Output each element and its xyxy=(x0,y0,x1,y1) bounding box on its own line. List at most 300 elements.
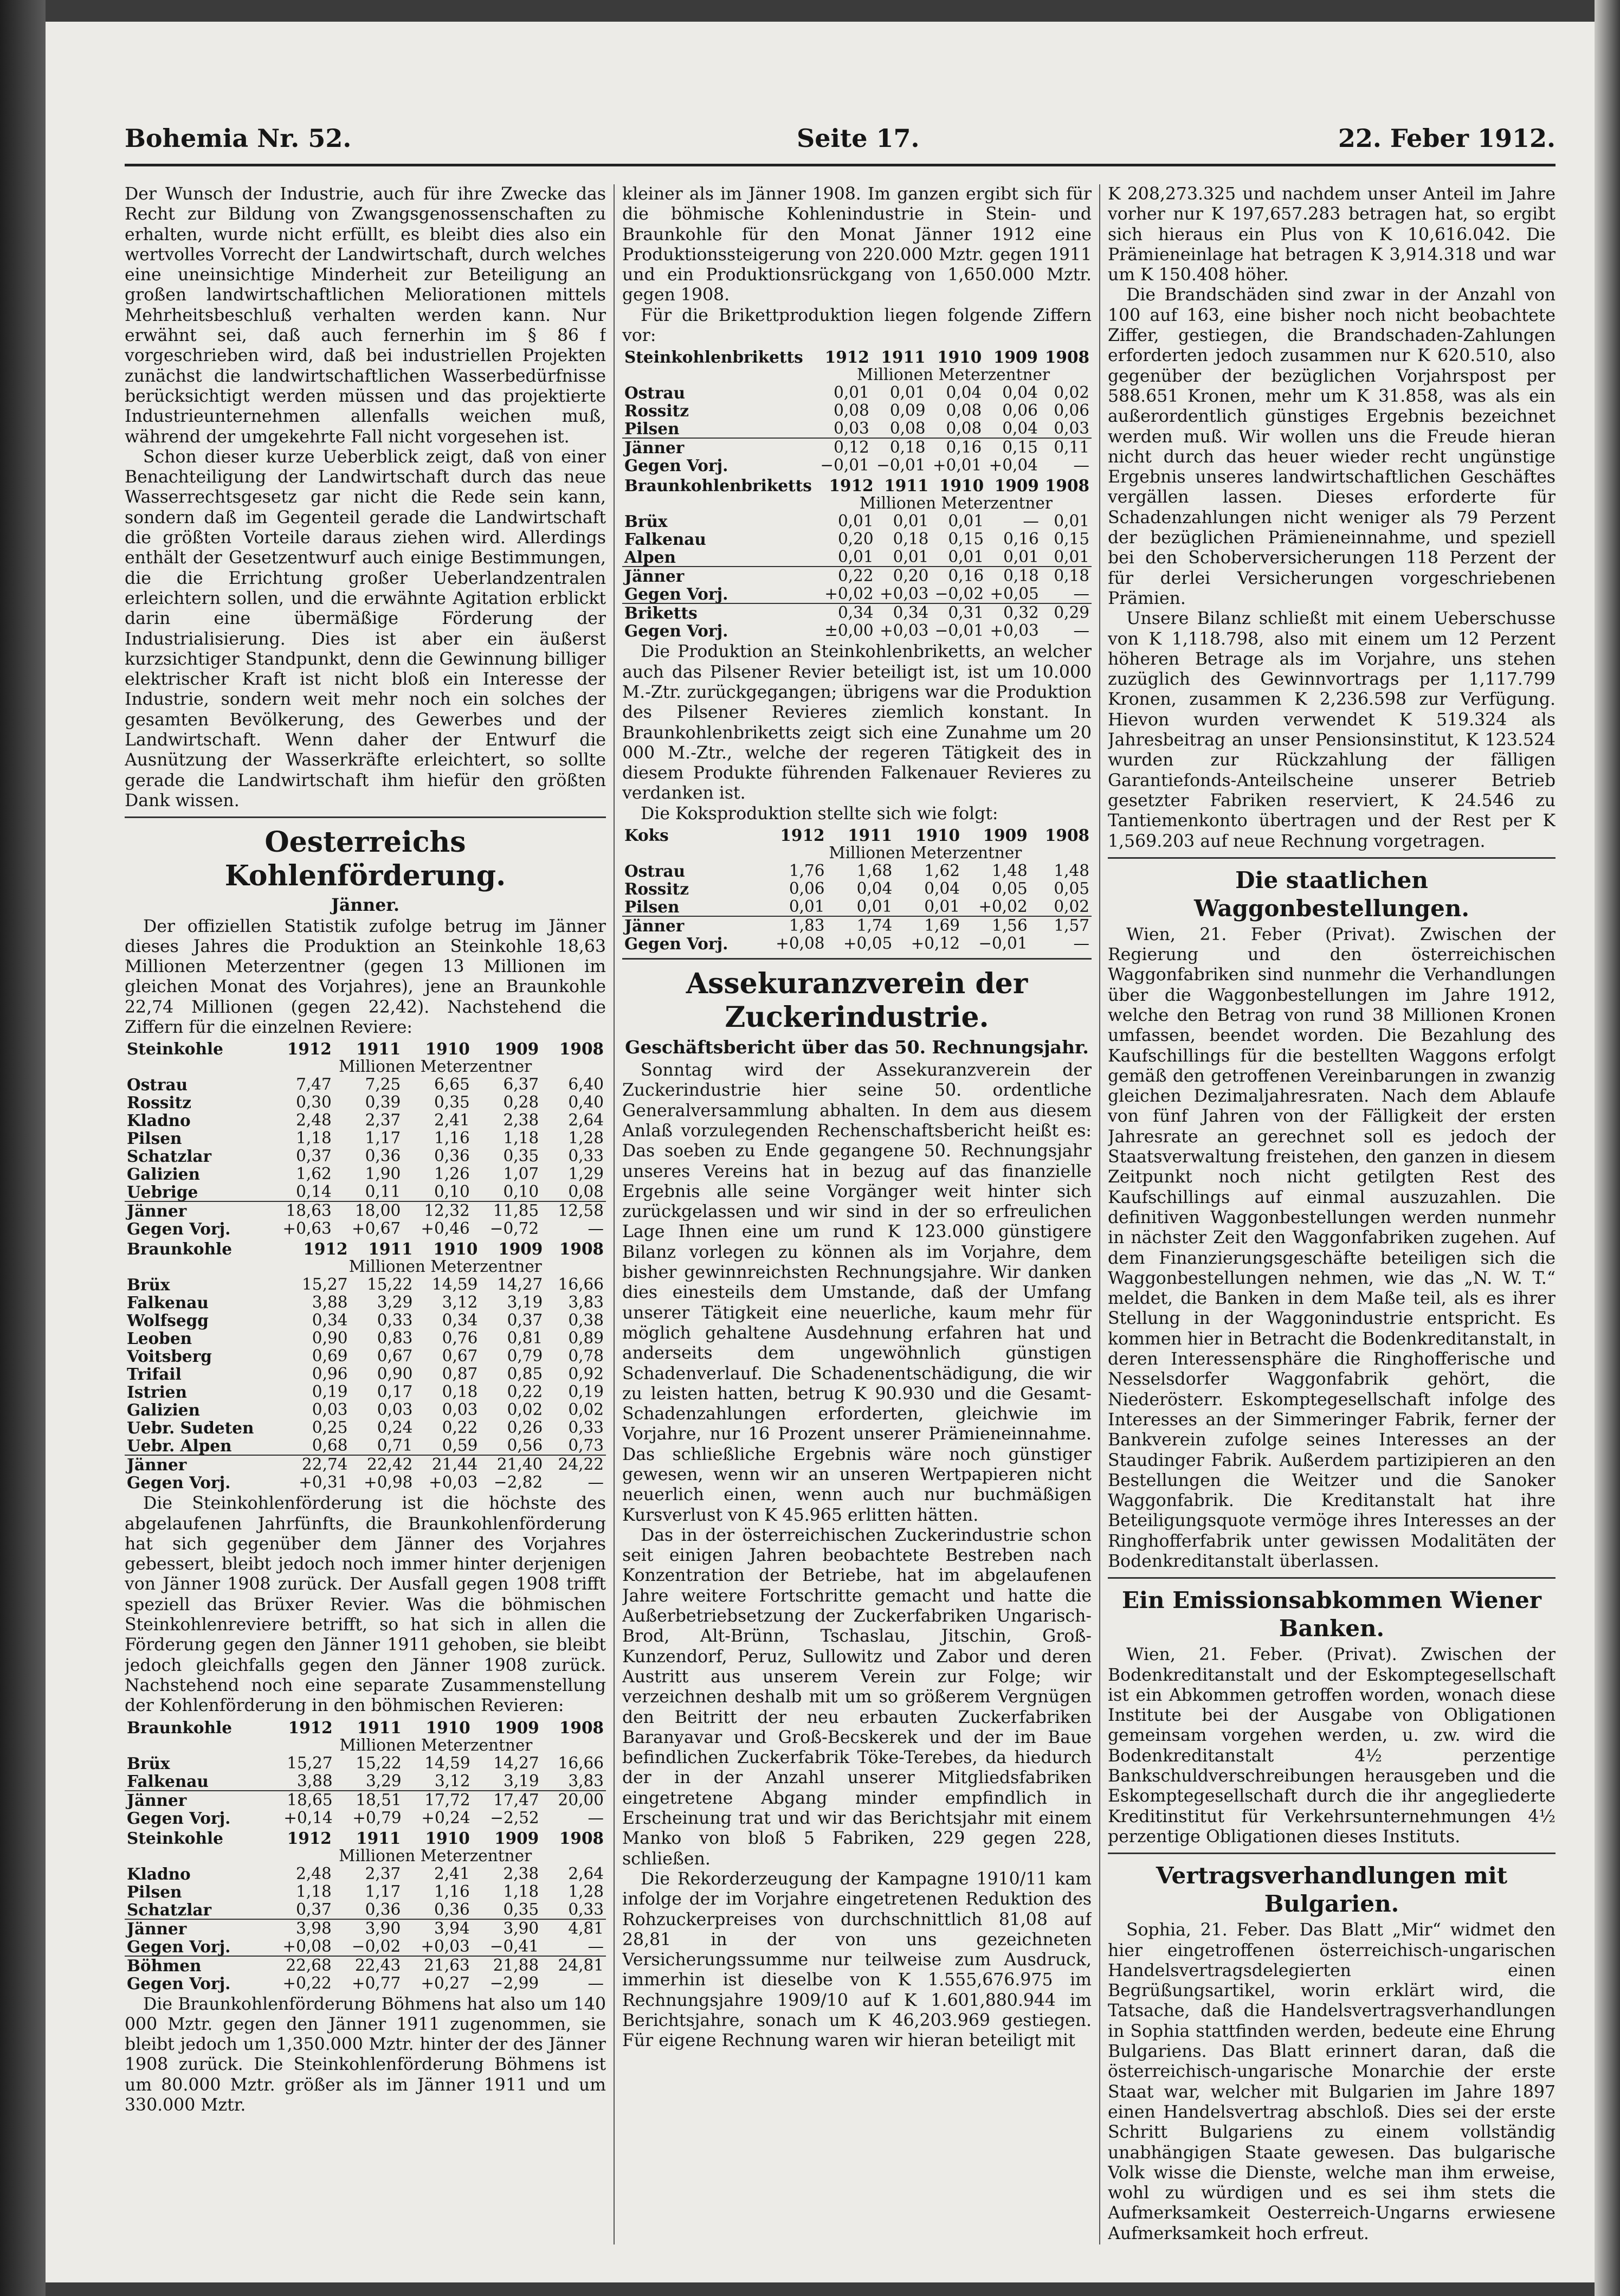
cell-value: — xyxy=(1073,456,1089,475)
cell-value: 0,39 xyxy=(365,1093,401,1112)
cell-value: 14,27 xyxy=(493,1753,539,1772)
unit-row xyxy=(125,1847,606,1865)
cell-value: 22,42 xyxy=(366,1455,413,1474)
cell-value: 1909 xyxy=(494,1718,539,1737)
cell-value: 0,02 xyxy=(568,1400,604,1419)
row-label: Ostrau xyxy=(127,1075,188,1095)
cell-value: 0,76 xyxy=(442,1329,478,1348)
table-row xyxy=(125,1865,606,1883)
table-row xyxy=(622,880,1092,898)
row-label: Ostrau xyxy=(624,861,686,881)
row-label: Briketts xyxy=(622,603,821,622)
cell-value: 0,36 xyxy=(365,1147,401,1166)
table-row xyxy=(622,384,1092,402)
row-label: Jänner xyxy=(127,1790,187,1810)
article-title: Die staatlichen Waggonbestellungen. xyxy=(1193,866,1470,922)
table-row xyxy=(125,1772,606,1791)
sum-row xyxy=(622,567,1092,585)
cell-value: +0,14 xyxy=(283,1808,333,1827)
cell-value: +0,24 xyxy=(421,1808,470,1827)
cell-value: +0,08 xyxy=(776,934,825,953)
cell-value: 1,29 xyxy=(568,1165,604,1184)
unit-label: Millionen Meterzentner xyxy=(859,494,1053,513)
cell-value: 0,03 xyxy=(442,1400,478,1419)
row-label: Gegen Vorj. xyxy=(127,1473,231,1493)
cell-value: 2,64 xyxy=(568,1864,604,1883)
cell-value: 1911 xyxy=(368,1239,413,1259)
row-label: Pilsen xyxy=(622,420,815,438)
cell-value: 1909 xyxy=(498,1239,543,1259)
header-publication: Bohemia Nr. 52. xyxy=(125,124,352,153)
row-label: Trifail xyxy=(127,1365,182,1384)
diff-row xyxy=(622,585,1092,603)
cell-value: 17,72 xyxy=(424,1790,470,1809)
cell-value: −0,02 xyxy=(934,584,984,603)
cell-value: 1912 xyxy=(824,348,869,367)
cell-value: 1,17 xyxy=(365,1129,401,1148)
cell-value: 3,29 xyxy=(377,1293,413,1312)
cell-value: 0,35 xyxy=(503,1147,539,1166)
cell-value: 1,18 xyxy=(503,1882,539,1901)
cell-value: 11,85 xyxy=(493,1201,539,1220)
cell-value: 0,32 xyxy=(986,603,1041,622)
data-table xyxy=(125,1040,606,1238)
table-header-row xyxy=(622,477,1092,494)
cell-value: 1,28 xyxy=(568,1129,604,1148)
row-label: Istrien xyxy=(127,1382,187,1402)
unit-label: Millionen Meterzentner xyxy=(348,1257,542,1276)
cell-value: 24,81 xyxy=(541,1956,606,1975)
row-label: Gegen Vorj. xyxy=(624,456,728,475)
cell-value: 0,17 xyxy=(377,1382,413,1401)
cell-value: 0,37 xyxy=(296,1147,332,1166)
cell-value: 0,10 xyxy=(403,1183,472,1201)
cell-value: +0,03 xyxy=(421,1937,470,1956)
cell-value: 17,47 xyxy=(493,1790,539,1809)
data-table xyxy=(125,1240,606,1491)
cell-value: 0,71 xyxy=(350,1437,415,1455)
table-row xyxy=(125,1883,606,1901)
row-label: Brüx xyxy=(624,512,668,531)
cell-value: +0,46 xyxy=(421,1219,470,1238)
unit-label: Millionen Meterzentner xyxy=(339,1735,533,1754)
table-row xyxy=(125,1311,606,1329)
row-label: Gegen Vorj. xyxy=(127,1973,231,1993)
row-label: Gegen Vorj. xyxy=(127,1808,231,1828)
unit-row xyxy=(622,494,1092,512)
cell-value: 0,33 xyxy=(568,1418,604,1437)
row-label: Brüx xyxy=(127,1753,170,1773)
cell-value: 2,38 xyxy=(503,1864,539,1883)
cell-value: 0,37 xyxy=(507,1311,543,1330)
table-row xyxy=(125,1276,606,1294)
unit-row xyxy=(622,844,1092,862)
cell-value: 6,65 xyxy=(434,1075,470,1094)
data-table xyxy=(622,477,1092,640)
header-date: 22. Feber 1912. xyxy=(1338,124,1556,153)
paragraph: kleiner als im Jänner 1908. Im ganzen ergibt sich für die böhmische Kohlenindustrie in Stein- und Braunkohle für den Monat Jänner 1912 eine Produktionssteigerung von 220.000 Mztr. gegen 1911 und ein Produktionsrückgang von 1,650.000 Mztr. gegen 1908. xyxy=(622,184,1092,305)
cell-value: −0,01 xyxy=(820,456,869,475)
cell-value: 0,33 xyxy=(568,1147,604,1166)
table-row xyxy=(622,862,1092,880)
cell-value: +0,77 xyxy=(351,1973,401,1992)
cell-value: 0,92 xyxy=(568,1365,604,1384)
row-label: Steinkohle xyxy=(127,1828,223,1848)
row-label: Alpen xyxy=(622,548,821,567)
cell-value: ±0,00 xyxy=(824,621,874,640)
cell-value: 0,28 xyxy=(503,1093,539,1112)
paragraph: Die Produktion an Steinkohlenbriketts, an welcher auch das Pilsener Revier beteiligt ist, ist um 10.000 M.-Ztr. zurückgegangen; übrigens war die Produktion des Pilsener Revieres ziemlich konstant. In Braunkohlenbriketts zeigt sich eine Zunahme um 20 000 M.-Ztr., welche der regeren Tätigkeit des in diesem Produkte führenden Falkenauer Revieres zu verdanken ist. xyxy=(622,642,1092,803)
cell-value: 2,48 xyxy=(296,1111,332,1130)
cell-value: 2,41 xyxy=(434,1864,470,1883)
row-label: Jänner xyxy=(624,438,685,458)
cell-value: 0,02 xyxy=(1030,898,1092,916)
diff-row xyxy=(622,935,1092,953)
cell-value: 24,22 xyxy=(558,1455,604,1474)
cell-value: 1912 xyxy=(287,1039,332,1059)
cell-value: 0,33 xyxy=(541,1901,606,1919)
cell-value: 3,19 xyxy=(507,1293,543,1312)
sum-row xyxy=(125,1791,606,1809)
cell-value: 0,06 xyxy=(789,879,825,898)
table-row xyxy=(622,420,1092,438)
cell-value: 0,16 xyxy=(948,567,984,586)
cell-value: +0,27 xyxy=(421,1973,470,1992)
cell-value: +0,03 xyxy=(879,621,929,640)
page-header xyxy=(125,124,1556,156)
table-header-row xyxy=(125,1240,606,1258)
table-row xyxy=(125,1437,606,1455)
cell-value: 1909 xyxy=(993,348,1038,367)
row-label: Uebr. Sudeten xyxy=(127,1418,254,1438)
cell-value: 20,00 xyxy=(558,1790,604,1809)
cell-value: 0,04 xyxy=(856,879,893,898)
row-label: Ostrau xyxy=(624,383,686,403)
cell-value: 1910 xyxy=(425,1039,470,1059)
cell-value: 1,07 xyxy=(503,1165,539,1184)
cell-value: 0,35 xyxy=(472,1901,541,1919)
cell-value: 0,03 xyxy=(815,420,872,438)
cell-value: 0,83 xyxy=(377,1329,413,1348)
cell-value: 2,37 xyxy=(365,1864,401,1883)
cell-value: 3,12 xyxy=(442,1293,478,1312)
cell-value: 0,12 xyxy=(834,438,869,457)
binding-gutter xyxy=(0,0,46,2296)
cell-value: 3,90 xyxy=(503,1919,539,1938)
sum-row xyxy=(622,438,1092,456)
cell-value: 1910 xyxy=(939,476,984,496)
cell-value: 16,66 xyxy=(558,1753,604,1772)
paragraph: Für die Brikettproduktion liegen folgende Ziffern vor: xyxy=(622,305,1092,346)
cell-value: −0,72 xyxy=(489,1219,539,1238)
row-label: Falkenau xyxy=(127,1293,209,1313)
cell-value: — xyxy=(588,1937,604,1956)
paragraph: Die Steinkohlenförderung ist die höchste des abgelaufenen Jahrfünfts, die Braunkohlenförderung hat sich gegenüber dem Jänner des Vorjahres gebessert, bleibt jedoch noch immer hinter derjenigen von Jänner 1908 zurück. Der Ausfall gegen 1908 trifft speziell das Brüxer Revier. Was die böhmischen Steinkohlenreviere betrifft, so hat sich in allen die Förderung gegen den Jänner 1911 gehoben, sie bleibt jedoch gleichfalls gegen den Jänner 1908 zurück. Nachstehend noch eine separate Zusammenstellung der Kohlenförderung in den böhmischen Revieren: xyxy=(125,1494,606,1716)
sum-row xyxy=(622,916,1092,935)
row-label: Koks xyxy=(624,826,669,845)
cell-value: 3,98 xyxy=(296,1919,332,1938)
cell-value: 0,08 xyxy=(872,420,928,438)
row-label: Braunkohle xyxy=(127,1718,233,1737)
cell-value: 0,33 xyxy=(377,1311,413,1330)
row-label: Jänner xyxy=(127,1919,187,1938)
table-row xyxy=(622,530,1092,548)
cell-value: — xyxy=(1073,584,1089,603)
cell-value: 1911 xyxy=(884,476,929,496)
cell-value: 3,83 xyxy=(568,1293,604,1312)
cell-value: 3,12 xyxy=(404,1772,473,1791)
cell-value: 3,88 xyxy=(312,1293,348,1312)
cell-value: 0,15 xyxy=(1002,438,1038,457)
cell-value: 1,90 xyxy=(365,1165,401,1184)
table-row xyxy=(125,1129,606,1147)
cell-value: 0,08 xyxy=(541,1183,606,1201)
cell-value: 0,34 xyxy=(821,603,876,622)
cell-value: 2,38 xyxy=(503,1111,539,1130)
cell-value: +0,31 xyxy=(299,1473,348,1492)
row-label: Gegen Vorj. xyxy=(127,1219,231,1239)
cell-value: 0,01 xyxy=(876,548,931,567)
cell-value: 0,11 xyxy=(334,1183,403,1201)
cell-value: 0,22 xyxy=(837,567,874,586)
diff-row xyxy=(125,1938,606,1956)
cell-value: −0,02 xyxy=(351,1937,401,1956)
cell-value: 2,37 xyxy=(365,1111,401,1130)
cell-value: 15,27 xyxy=(302,1275,348,1294)
table-row xyxy=(125,1183,606,1201)
table-header-row xyxy=(622,826,1092,844)
paragraph: Schon dieser kurze Ueberblick zeigt, daß von einer Benachteiligung der Landwirtschaft durch das neue Wasserrechtsgesetz gar nicht die Rede sein kann, sondern daß im Gegenteil gerade die Landwirtschaft die größten Vorteile daraus ziehen wird. Allerdings enthält der Gesetzentwurf auch einige Bestimmungen, die die Errichtung großer Ueberlandzentralen erleichtern sollen, und die erwähnte Agitation erblickt darin eine übermäßige Förderung der Industrialisierung. Dies ist aber ein äußerst kurzsichtiger Standpunkt, denn die Gewinnung billiger elektrischer Kraft ist nicht bloß ein Interesse der Industrie, sondern weit mehr noch ein solches der gesamten Bevölkerung, des Gewerbes und der Landwirtschaft. Wenn daher der Entwurf die Ausnützung der Wasserkräfte erleichtert, so sollte gerade die Landwirtschaft ihm hiefür den größten Dank wissen. xyxy=(125,447,606,811)
cell-value: 1911 xyxy=(357,1718,402,1737)
cell-value: 21,44 xyxy=(431,1455,478,1474)
cell-value: 7,25 xyxy=(365,1075,401,1094)
cell-value: −2,82 xyxy=(493,1473,543,1492)
cell-value: 0,38 xyxy=(568,1311,604,1330)
row-label: Jänner xyxy=(127,1455,187,1475)
cell-value: 0,34 xyxy=(312,1311,348,1330)
table-row xyxy=(125,1111,606,1129)
cell-value: 0,20 xyxy=(837,530,874,549)
cell-value: 0,04 xyxy=(946,383,982,402)
cell-value: 0,78 xyxy=(568,1347,604,1366)
cell-value: 1908 xyxy=(559,1828,604,1848)
header-rule xyxy=(125,164,1556,166)
cell-value: 0,37 xyxy=(264,1901,333,1919)
cell-value: 18,65 xyxy=(287,1790,333,1809)
cell-value: +0,03 xyxy=(879,584,929,603)
data-table xyxy=(622,348,1092,474)
cell-value: 0,56 xyxy=(480,1437,545,1455)
row-label: Kladno xyxy=(127,1864,191,1883)
cell-value: 14,59 xyxy=(431,1275,478,1294)
paragraph: Wien, 21. Feber. (Privat). Zwischen der Bodenkreditanstalt und der Eskomptegesellschaft ist ein Abkommen getroffen worden, wonach diese Institute bei der Ausgabe von Obligationen gemeinsam vorgehen werden, u. zw. wird die Bodenkreditanstalt 4½ perzentige Bankschuldverschreibungen herausgeben und die Eskomptegesellschaft durch die ihr angegliederte Kreditinstitut für Verkehrsunternehmungen 4½ perzentige Obligationen dieses Instituts. xyxy=(1108,1645,1556,1847)
diff-row xyxy=(125,1474,606,1491)
cell-value: 1,48 xyxy=(1054,861,1089,880)
cell-value: 0,69 xyxy=(312,1347,348,1366)
cell-value: 1912 xyxy=(287,1828,332,1848)
cell-value: 0,01 xyxy=(894,898,962,916)
table-row xyxy=(622,512,1092,530)
row-label: Schatzlar xyxy=(125,1901,264,1919)
cell-value: +0,05 xyxy=(843,934,893,953)
row-label: Rossitz xyxy=(127,1093,191,1112)
cell-value: 0,01 xyxy=(759,898,827,916)
cell-value: 1908 xyxy=(559,1718,604,1737)
cell-value: 1,62 xyxy=(296,1165,332,1184)
cell-value: +0,98 xyxy=(364,1473,413,1492)
column-3 xyxy=(1108,184,1556,2266)
cell-value: 0,34 xyxy=(442,1311,478,1330)
cell-value: 0,68 xyxy=(285,1437,350,1455)
cell-value: 0,29 xyxy=(1041,603,1092,622)
row-label: Gegen Vorj. xyxy=(624,584,728,604)
cell-value: 0,08 xyxy=(928,420,984,438)
article-title: Ein Emissionsabkommen Wiener Banken. xyxy=(1122,1587,1541,1642)
sum-row xyxy=(622,603,1092,622)
cell-value: −2,99 xyxy=(489,1973,539,1992)
cell-value: 0,01 xyxy=(1041,548,1092,567)
cell-value: — xyxy=(588,1973,604,1992)
cell-value: 1911 xyxy=(848,826,893,845)
article-title: Vertragsverhandlungen mit Bulgarien. xyxy=(1156,1862,1508,1918)
cell-value: 0,36 xyxy=(403,1901,472,1919)
cell-value: +0,02 xyxy=(824,584,874,603)
diff-row xyxy=(622,622,1092,640)
cell-value: — xyxy=(588,1219,604,1238)
cell-value: 0,06 xyxy=(1054,401,1089,420)
row-label: Gegen Vorj. xyxy=(624,934,728,954)
cell-value: +0,05 xyxy=(990,584,1039,603)
cell-value: 1909 xyxy=(983,826,1028,845)
paragraph: Die Rekorderzeugung der Kampagne 1910/11 kam infolge der im Vorjahre eingetretenen Reduktion des Rohzuckerpreises von durchschnittlich 81,08 auf 28,81 in der von uns gezeichneten Versicherungssumme nur teilweise zum Ausdruck, immerhin ist dieselbe von K 1.555,676.975 im Rechnungsjahre 1909/10 auf K 1.601,880.944 im Berichtsjahre, sonach um K 46,203.969 gestiegen. Für eigene Rechnung waren wir hieran beteiligt mit xyxy=(622,1869,1092,2051)
table-row xyxy=(125,1383,606,1401)
cell-value: 3,29 xyxy=(335,1772,404,1791)
cell-value: 1,68 xyxy=(856,861,893,880)
cell-value: 0,18 xyxy=(442,1382,478,1401)
row-label: Rossitz xyxy=(624,879,689,899)
table-row xyxy=(125,1294,606,1311)
cell-value: 1,48 xyxy=(992,861,1028,880)
cell-value: 0,02 xyxy=(1054,383,1089,402)
row-label: Pilsen xyxy=(127,1882,182,1901)
cell-value: 0,19 xyxy=(312,1382,348,1401)
cell-value: 1912 xyxy=(780,826,825,845)
row-label: Voitsberg xyxy=(127,1347,212,1366)
cell-value: — xyxy=(1073,934,1089,953)
diff-row xyxy=(125,1220,606,1238)
cell-value: 0,15 xyxy=(1054,530,1089,549)
cell-value: 0,79 xyxy=(507,1347,543,1366)
row-label: Uebr. Alpen xyxy=(125,1437,285,1455)
cell-value: 0,04 xyxy=(1002,383,1038,402)
cell-value: +0,22 xyxy=(282,1973,332,1992)
cell-value: — xyxy=(1073,621,1089,640)
cell-value: 21,40 xyxy=(496,1455,543,1474)
cell-value: 15,22 xyxy=(356,1753,402,1772)
diff-row xyxy=(125,1809,606,1827)
table-row xyxy=(125,1094,606,1111)
paragraph: Die Braunkohlenförderung Böhmens hat also um 140 000 Mztr. gegen den Jänner 1911 zugenommen, sie bleibt jedoch um 1,350.000 Mztr. hinter der des Jänner 1908 zurück. Die Steinkohlenförderung Böhmens ist um 80.000 Mztr. größer als im Jänner 1911 und um 330.000 Mztr. xyxy=(125,1994,606,2115)
unit-row xyxy=(125,1258,606,1276)
cell-value: 1908 xyxy=(559,1039,604,1059)
paragraph: Die Brandschäden sind zwar in der Anzahl von 100 auf 163, eine bisher noch nicht beobachtete Ziffer, gestiegen, die Brandschaden-Zahlungen erforderten jedoch zusammen nur K 620.510, also gegenüber der bezüglichen Vorjahrspost per 588.651 Kronen, mehr um K 31.858, was als ein außerordentlich günstiges Ergebnis bezeichnet werden muß. Wir wollen uns die Freude hieran nicht durch das heuer wieder recht ungünstige Ergebnis unseres landwirtschaftlichen Geschäftes vergällen lassen. Dieses erforderte für Schadenzahlungen nicht weniger als 79 Perzent der bezüglichen Prämieneinnahme, und speziell bei den Schoberversicherungen 118 Perzent der für derlei Versicherungen vorgeschriebenen Prämien. xyxy=(1108,285,1556,608)
cell-value: 21,88 xyxy=(472,1956,541,1975)
cell-value: 2,48 xyxy=(296,1864,332,1883)
cell-value: 1,62 xyxy=(924,861,960,880)
cell-value: 0,01 xyxy=(821,548,876,567)
paragraph: Die Koksproduktion stellte sich wie folgt: xyxy=(641,803,998,824)
cell-value: 2,41 xyxy=(434,1111,470,1130)
cell-value: 0,35 xyxy=(434,1093,470,1112)
table-row xyxy=(125,1329,606,1347)
table-row xyxy=(125,1419,606,1437)
cell-value: 0,67 xyxy=(442,1347,478,1366)
row-label: Rossitz xyxy=(624,401,689,421)
cell-value: 3,19 xyxy=(473,1772,541,1791)
cell-value: 0,59 xyxy=(415,1437,480,1455)
cell-value: 0,89 xyxy=(568,1329,604,1348)
column-divider xyxy=(1099,184,1100,2244)
cell-value: 1,16 xyxy=(434,1129,470,1148)
cell-value: +0,03 xyxy=(990,621,1039,640)
table-row xyxy=(622,402,1092,420)
cell-value: 1,57 xyxy=(1054,916,1089,935)
cell-value: 0,18 xyxy=(889,438,926,457)
paragraph: Der Wunsch der Industrie, auch für ihre Zwecke das Recht zur Bildung von Zwangsgenossenschaften zu erhalten, wurde nicht erfüllt, es bleibt dies also ein wertvolles Vorrecht der Landwirtschaft, durch welches eine uneinsichtige Minderheit zur Beteiligung an großen landwirtschaftlichen Meliorationen mittels Mehrheitsbeschluß verhalten werden kann. Nur erwähnt sei, daß auch fernerhin im § 86 f vorgeschrieben wird, daß bei industriellen Projekten zunächst die landwirtschaftlichen Wasserbedürfnisse berücksichtigt werden müssen und das projektierte Industrieunternehmen allenfalls weichen muß, während der umgekehrte Fall nicht vorgesehen ist. xyxy=(125,184,606,447)
cell-value: 0,11 xyxy=(1054,438,1089,457)
cell-value: 0,16 xyxy=(946,438,982,457)
cell-value: 0,22 xyxy=(442,1418,478,1437)
cell-value: 0,01 xyxy=(837,512,874,531)
cell-value: 1,18 xyxy=(296,1882,332,1901)
cell-value: 0,19 xyxy=(568,1382,604,1401)
cell-value: 0,01 xyxy=(1054,512,1089,531)
article-title: Assekuranzverein der Zuckerindustrie. xyxy=(686,967,1028,1034)
article-subtitle: Jänner. xyxy=(331,895,399,916)
cell-value: 0,01 xyxy=(834,383,869,402)
cell-value: 1910 xyxy=(425,1718,470,1737)
unit-row xyxy=(125,1058,606,1076)
diff-row xyxy=(622,456,1092,474)
cell-value: 1909 xyxy=(994,476,1039,496)
article-title: Oesterreichs Kohlenförderung. xyxy=(224,826,506,893)
cell-value: +0,02 xyxy=(962,898,1030,916)
sum-row xyxy=(125,1919,606,1938)
cell-value: 0,18 xyxy=(893,530,929,549)
cell-value: 1,28 xyxy=(568,1882,604,1901)
cell-value: 0,04 xyxy=(924,879,960,898)
unit-label: Millionen Meterzentner xyxy=(339,1057,532,1076)
paragraph: Wien, 21. Feber (Privat). Zwischen der Regierung und den österreichischen Waggonfabriken sind nunmehr die Verhandlungen über die Waggonbestellungen im Jahre 1912, welche den Betrag von rund 38 Millionen Kronen umfassen, beendet worden. Die Bezahlung des Kaufschillings für die bestellten Waggons erfolgt gemäß den getroffenen Vereinbarungen in zwanzig gleichen Dezimaljahresraten. Nach dem Ablaufe von fünf Jahren von der Fälligkeit der ersten Jahresrate an gerechnet soll es jedoch der Staatsverwaltung freistehen, den ganzen in diesem Zeitpunkt noch nicht getilgten Rest des Kaufschillings auf einmal auszuzahlen. Die definitiven Waggonbestellungen werden nunmehr in nächster Zeit den Waggonfabriken zugehen. Auf dem Finanzierungsgeschäfte beteiligen sich die Waggonbestellungen nehmen, wie das „N. W. T.“ meldet, die Banken in dem Maße teil, als es ihrer Stellung in der Waggonindustrie entspricht. Es kommen hier in Betracht die Bodenkreditanstalt, in deren Interessensphäre die Ringhofferische und Nesselsdorfer Waggonfabrik gehört, die Niederösterr. Eskomptegesellschaft infolge des Interesses an der Simmeringer Fabrik, ferner der Bankverein zufolge seines Interesses an der Staudinger Fabrik. Außerdem partizipieren an den Bestellungen die Weitzer und die Sanoker Waggonfabrik. Die Kreditanstalt hat ihre Beteiligungsquote vermöge ihres Interesses an der Ringhofferfabrik unter gewissen Modalitäten der Bodenkreditanstalt überlassen. xyxy=(1108,924,1556,1571)
paragraph: Der offiziellen Statistik zufolge betrug im Jänner dieses Jahres die Produktion an Steinkohle 18,63 Millionen Meterzentner (gegen 13 Millionen im gleichen Monat des Vorjahres), jene an Braunkohle 22,74 Millionen (gegen 22,42). Nachstehend die Ziffern für die einzelnen Reviere: xyxy=(125,916,606,1037)
data-table xyxy=(125,1829,606,1992)
cell-value: 6,40 xyxy=(568,1075,604,1094)
cell-value: 3,94 xyxy=(434,1919,470,1938)
cell-value: 1,74 xyxy=(856,916,893,935)
cell-value: 0,30 xyxy=(296,1093,332,1112)
cell-value: 0,01 xyxy=(889,383,926,402)
row-label: Gegen Vorj. xyxy=(127,1937,231,1956)
divider xyxy=(1108,857,1556,859)
cell-value: 0,01 xyxy=(948,512,984,531)
cell-value: 7,47 xyxy=(296,1075,332,1094)
paragraph: K 208,273.325 und nachdem unser Anteil im Jahre vorher nur K 197,657.283 betragen hat, so ergibt sich hieraus ein Plus von K 10,616.042. Die Prämieneinlage hat betragen K 3,914.318 und war um K 150.408 höher. xyxy=(1108,184,1556,285)
cell-value: +0,79 xyxy=(352,1808,402,1827)
data-table xyxy=(622,826,1092,953)
cell-value: 0,08 xyxy=(946,401,982,420)
divider xyxy=(1108,1853,1556,1854)
unit-row xyxy=(125,1737,606,1754)
